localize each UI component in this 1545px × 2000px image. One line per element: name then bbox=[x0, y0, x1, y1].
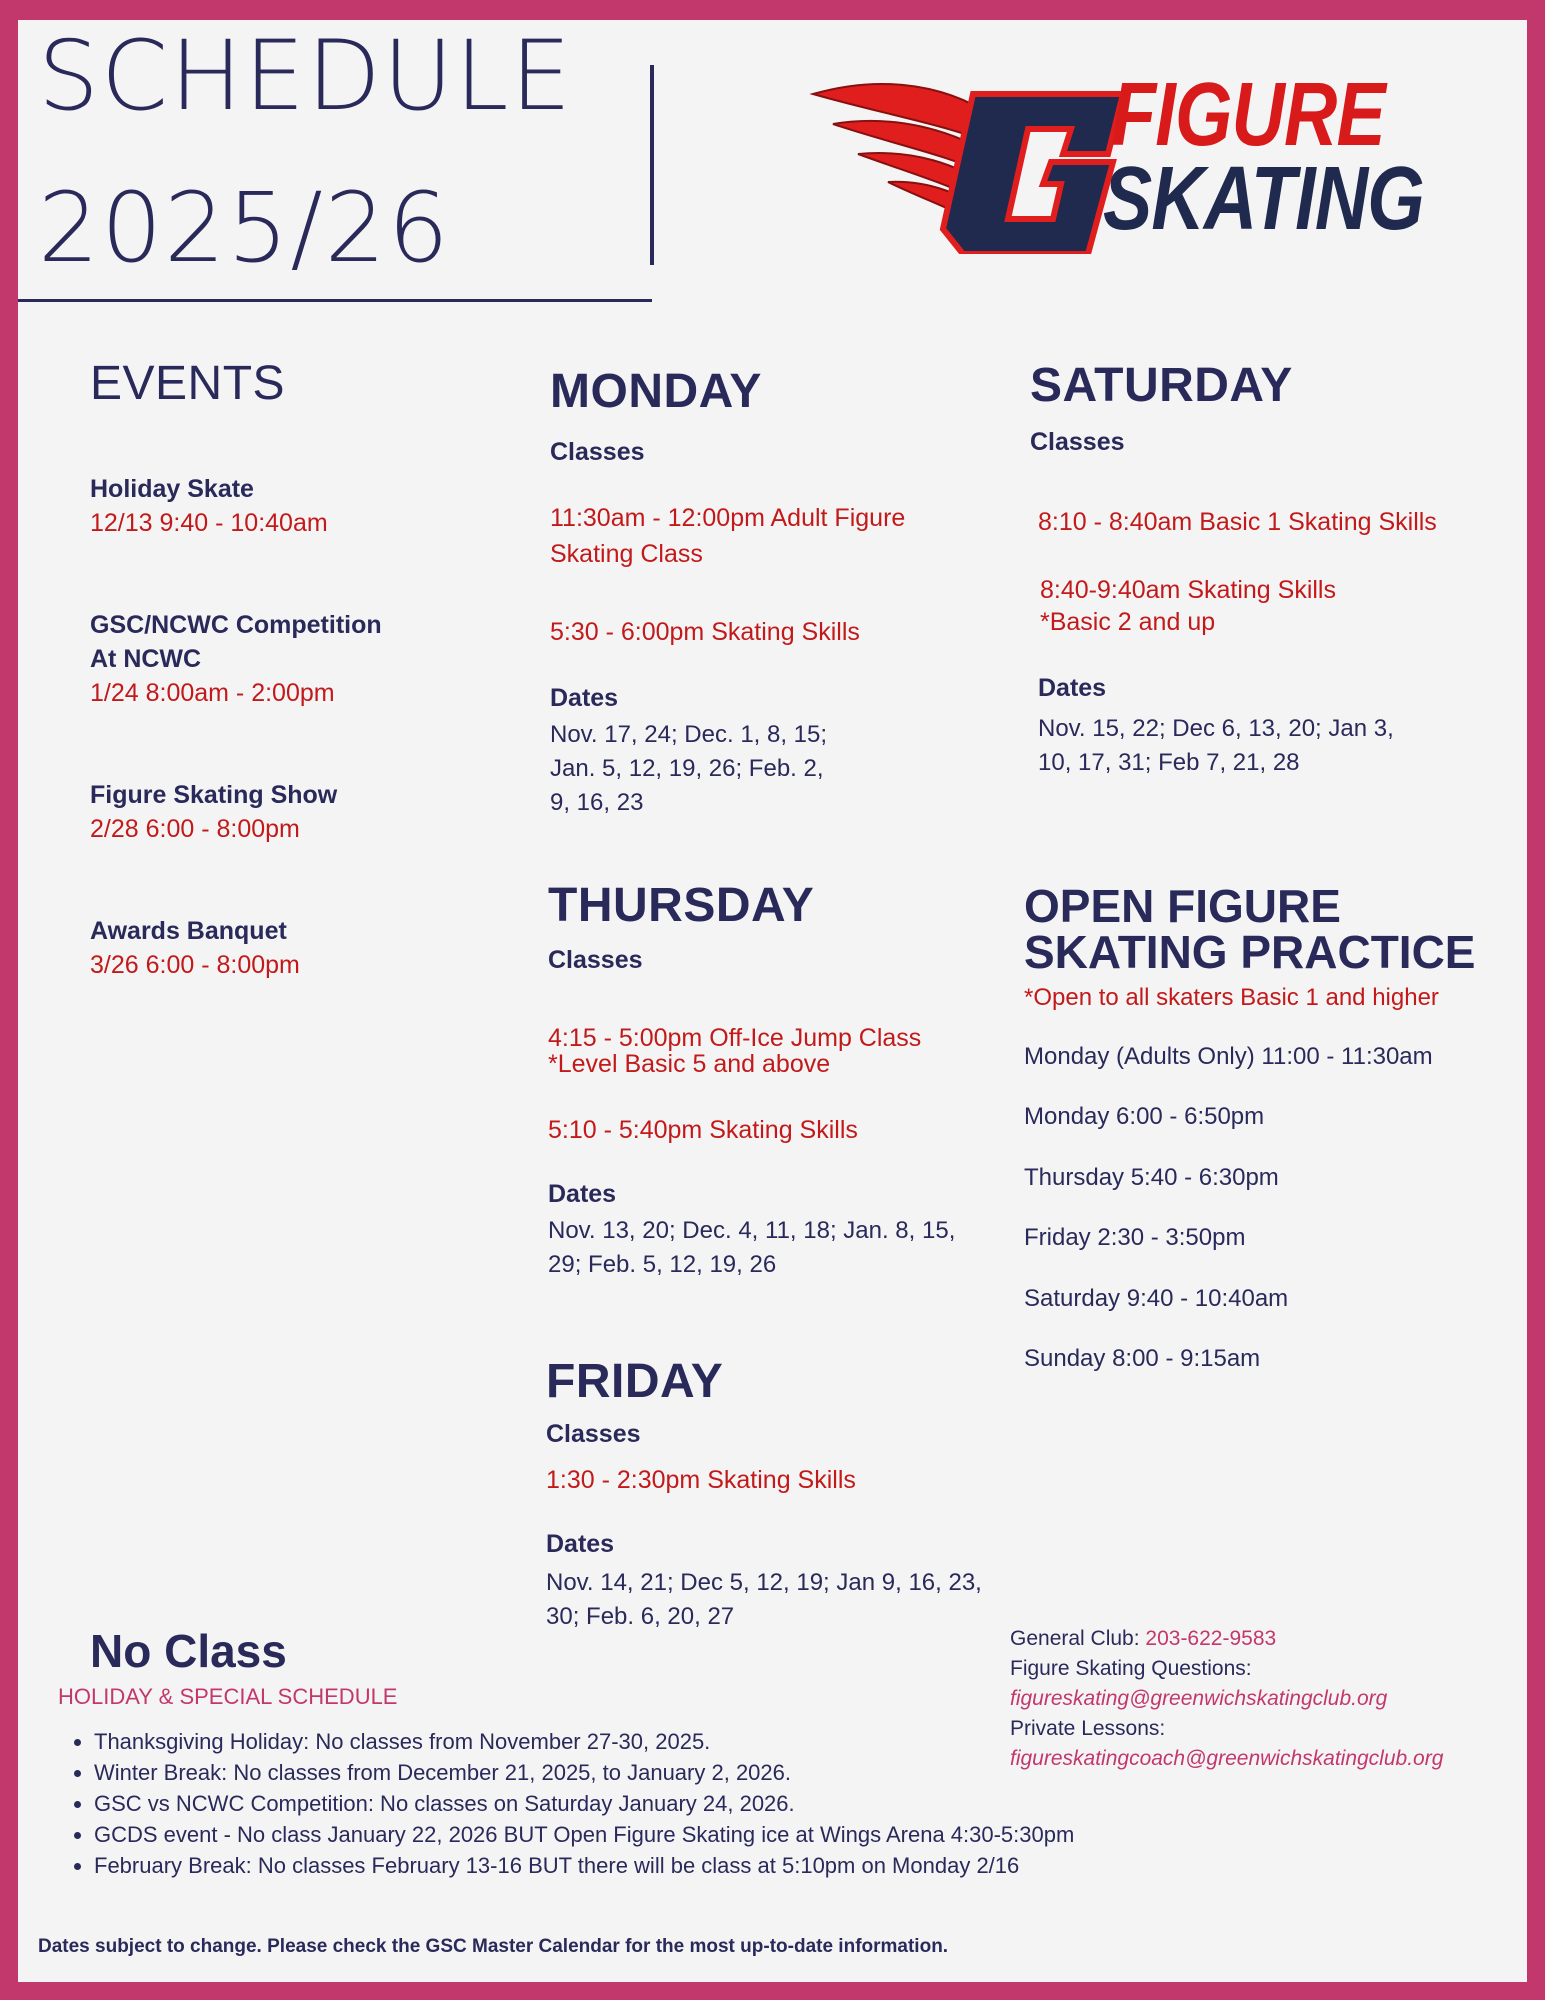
monday-dates-line2: Jan. 5, 12, 19, 26; Feb. 2, bbox=[550, 755, 824, 782]
no-class-list bbox=[58, 1726, 1138, 1881]
title-vertical-divider bbox=[650, 65, 654, 265]
monday-class-1-line2: Skating Class bbox=[550, 540, 703, 568]
monday-class-2: 5:30 - 6:00pm Skating Skills bbox=[550, 618, 860, 646]
no-class-subheading: HOLIDAY & SPECIAL SCHEDULE bbox=[58, 1684, 398, 1709]
saturday-class-1: 8:10 - 8:40am Basic 1 Skating Skills bbox=[1038, 508, 1437, 536]
general-club-phone[interactable]: 203-622-9583 bbox=[1145, 1627, 1277, 1650]
lessons-email-link[interactable]: figureskatingcoach@greenwichskatingclub.org bbox=[1010, 1747, 1444, 1770]
event-title: GSC/NCWC Competition bbox=[90, 611, 382, 639]
monday-class-1-line1: 11:30am - 12:00pm Adult Figure bbox=[550, 504, 906, 532]
saturday-class-2-line1: 8:40-9:40am Skating Skills bbox=[1040, 576, 1336, 604]
monday-classes-label: Classes bbox=[550, 438, 645, 466]
monday-dates-label: Dates bbox=[550, 684, 619, 712]
open-practice-session: Monday 6:00 - 6:50pm bbox=[1024, 1103, 1265, 1130]
event-title: Holiday Skate bbox=[90, 475, 254, 503]
open-practice-heading-line2: SKATING PRACTICE bbox=[1024, 926, 1476, 978]
contact-block bbox=[1010, 1624, 1443, 1774]
thursday-class-1-line1: 4:15 - 5:00pm Off-Ice Jump Class bbox=[548, 1024, 922, 1052]
event-time: 1/24 8:00am - 2:00pm bbox=[90, 679, 335, 707]
saturday-heading: SATURDAY bbox=[1030, 359, 1293, 412]
monday-dates-line1: Nov. 17, 24; Dec. 1, 8, 15; bbox=[550, 721, 828, 748]
open-practice-heading-line1: OPEN FIGURE bbox=[1024, 880, 1341, 932]
friday-dates-line1: Nov. 14, 21; Dec 5, 12, 19; Jan 9, 16, 23, bbox=[546, 1569, 982, 1596]
event-banquet bbox=[90, 914, 300, 982]
thursday-dates-label: Dates bbox=[548, 1180, 617, 1208]
list-item: • GSC vs NCWC Competition: No classes on Saturday January 24, 2026. bbox=[94, 1788, 1138, 1819]
logo-skating-text: SKATING bbox=[1103, 149, 1424, 249]
thursday-dates-line2: 29; Feb. 5, 12, 19, 26 bbox=[548, 1251, 777, 1278]
questions-email-link[interactable]: figureskating@greenwichskatingclub.org bbox=[1010, 1687, 1388, 1710]
event-time: 3/26 6:00 - 8:00pm bbox=[90, 951, 300, 979]
saturday-dates-line2: 10, 17, 31; Feb 7, 21, 28 bbox=[1038, 749, 1300, 776]
list-item: • Thanksgiving Holiday: No classes from November 27-30, 2025. bbox=[94, 1726, 1138, 1757]
friday-classes-label: Classes bbox=[546, 1420, 641, 1448]
title-horizontal-divider bbox=[18, 299, 652, 302]
thursday-class-1-line2: *Level Basic 5 and above bbox=[548, 1050, 831, 1078]
saturday-dates-label: Dates bbox=[1038, 674, 1107, 702]
event-show bbox=[90, 778, 337, 846]
thursday-classes-label: Classes bbox=[548, 946, 643, 974]
event-subtitle: At NCWC bbox=[90, 645, 202, 673]
friday-dates-line2: 30; Feb. 6, 20, 27 bbox=[546, 1603, 735, 1630]
events-heading: EVENTS bbox=[90, 357, 286, 410]
saturday-class-2-line2: *Basic 2 and up bbox=[1040, 608, 1216, 636]
event-competition bbox=[90, 608, 382, 710]
logo-figure-text: FIGURE bbox=[1111, 65, 1385, 165]
thursday-heading: THURSDAY bbox=[548, 879, 815, 932]
open-practice-session: Thursday 5:40 - 6:30pm bbox=[1024, 1164, 1279, 1191]
event-title: Figure Skating Show bbox=[90, 781, 338, 809]
title-schedule: SCHEDULE bbox=[38, 20, 574, 132]
thursday-dates-line1: Nov. 13, 20; Dec. 4, 11, 18; Jan. 8, 15, bbox=[548, 1217, 956, 1244]
open-practice-session: Monday (Adults Only) 11:00 - 11:30am bbox=[1024, 1043, 1433, 1070]
general-club-line bbox=[1010, 1624, 1443, 1654]
list-item: • February Break: No classes February 13-16 BUT there will be class at 5:10pm on Monday 2/16 bbox=[94, 1850, 1138, 1881]
event-time: 2/28 6:00 - 8:00pm bbox=[90, 815, 300, 843]
open-practice-note: *Open to all skaters Basic 1 and higher bbox=[1024, 984, 1439, 1011]
open-practice-session: Saturday 9:40 - 10:40am bbox=[1024, 1285, 1289, 1312]
lessons-label: Private Lessons: bbox=[1010, 1717, 1166, 1740]
figure-skating-logo bbox=[803, 54, 1423, 254]
general-club-label: General Club: bbox=[1010, 1627, 1146, 1650]
open-practice-session: Sunday 8:00 - 9:15am bbox=[1024, 1345, 1261, 1372]
open-practice-session: Friday 2:30 - 3:50pm bbox=[1024, 1224, 1246, 1251]
questions-label: Figure Skating Questions: bbox=[1010, 1657, 1252, 1680]
friday-class-1: 1:30 - 2:30pm Skating Skills bbox=[546, 1466, 856, 1494]
list-item: • Winter Break: No classes from December 21, 2025, to January 2, 2026. bbox=[94, 1757, 1138, 1788]
thursday-class-2: 5:10 - 5:40pm Skating Skills bbox=[548, 1116, 858, 1144]
friday-heading: FRIDAY bbox=[546, 1355, 724, 1408]
footer-disclaimer: Dates subject to change. Please check the GSC Master Calendar for the most up-to-date information. bbox=[38, 1936, 949, 1957]
saturday-classes-label: Classes bbox=[1030, 428, 1125, 456]
event-title: Awards Banquet bbox=[90, 917, 287, 945]
schedule-page bbox=[18, 20, 1527, 1982]
monday-heading: MONDAY bbox=[550, 365, 762, 418]
friday-dates-label: Dates bbox=[546, 1530, 615, 1558]
list-item: • GCDS event - No class January 22, 2026 BUT Open Figure Skating ice at Wings Arena 4:30-5:30pm bbox=[94, 1819, 1114, 1850]
no-class-heading: No Class bbox=[90, 1625, 287, 1677]
saturday-dates-line1: Nov. 15, 22; Dec 6, 13, 20; Jan 3, bbox=[1038, 715, 1394, 742]
title-year: 2025/26 bbox=[38, 172, 451, 284]
monday-dates-line3: 9, 16, 23 bbox=[550, 789, 644, 816]
event-holiday-skate bbox=[90, 472, 328, 540]
event-time: 12/13 9:40 - 10:40am bbox=[90, 509, 328, 537]
